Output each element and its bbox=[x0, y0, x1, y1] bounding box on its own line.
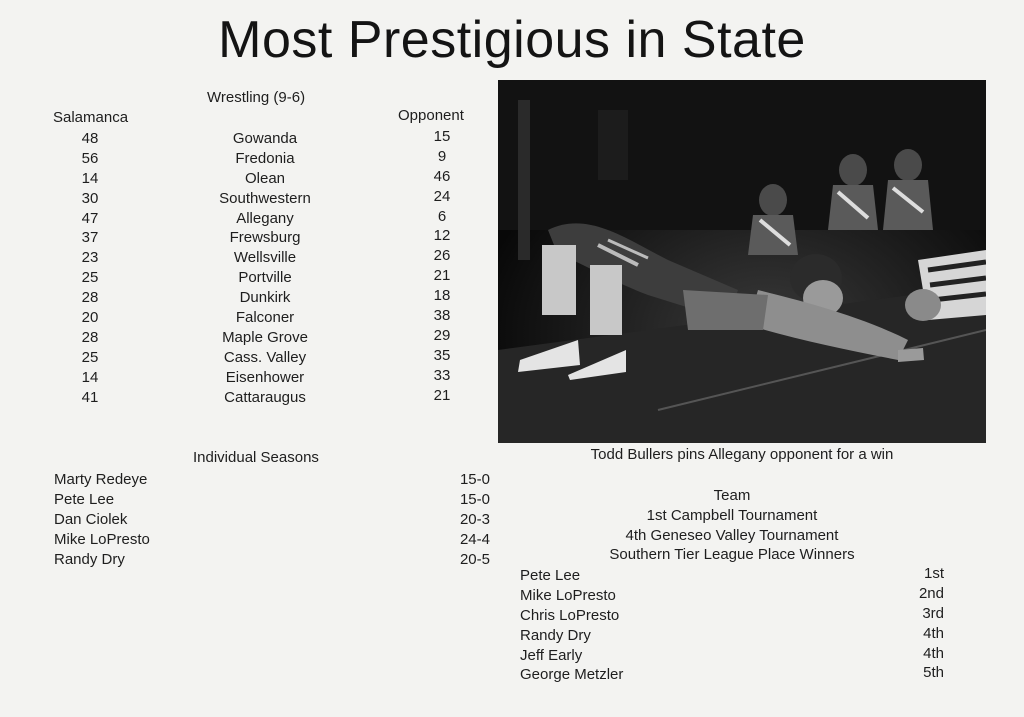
opponent-team: Gowanda bbox=[232, 130, 298, 147]
place-winner-name: Jeff Early bbox=[520, 646, 583, 664]
place-winner-place: 1st bbox=[923, 565, 944, 582]
match-score: 56 bbox=[81, 149, 99, 167]
wrestler-record: 15-0 bbox=[459, 490, 490, 508]
opponent-team: Allegany bbox=[236, 209, 294, 227]
opponent-score: 24 bbox=[433, 187, 451, 205]
wrestler-record: 24-4 bbox=[459, 530, 490, 548]
individual-names-column bbox=[54, 470, 150, 569]
page-title: Most Prestigious in State bbox=[218, 11, 806, 69]
opponent-team: Eisenhower bbox=[225, 368, 305, 386]
place-winner-name: Mike LoPresto bbox=[520, 586, 616, 604]
place-winner-place: 4th bbox=[923, 644, 944, 662]
opponent-score: 21 bbox=[433, 386, 451, 404]
team-result-line: 1st Campbell Tournament bbox=[646, 506, 818, 524]
wrestler-name: Pete Lee bbox=[54, 490, 115, 508]
opponent-team: Wellsville bbox=[233, 249, 297, 267]
opponent-score: 33 bbox=[433, 366, 451, 384]
opponent-team: Olean bbox=[244, 169, 286, 187]
opponent-team: Falconer bbox=[235, 309, 295, 327]
individual-heading: Individual Seasons bbox=[193, 449, 319, 466]
match-score: 14 bbox=[81, 169, 99, 187]
place-winner-name: Randy Dry bbox=[520, 626, 591, 644]
wrestler-record: 15-0 bbox=[459, 471, 490, 488]
opponent-score: 15 bbox=[433, 128, 451, 145]
opponent-team: Dunkirk bbox=[239, 289, 291, 307]
photo-caption: Todd Bullers pins Allegany opponent for a win bbox=[590, 446, 894, 463]
opponent-header: Opponent bbox=[398, 107, 464, 124]
match-score: 37 bbox=[81, 229, 99, 247]
match-score: 28 bbox=[81, 328, 99, 346]
opponent-team: Fredonia bbox=[235, 149, 295, 167]
team-heading: Team bbox=[713, 487, 751, 504]
opponent-team: Southwestern bbox=[219, 189, 311, 207]
place-winner-place: 2nd bbox=[918, 584, 944, 602]
individual-records-column bbox=[430, 470, 490, 569]
opponent-score: 35 bbox=[433, 346, 451, 364]
place-winner-place: 3rd bbox=[922, 604, 944, 622]
place-winner-names bbox=[520, 566, 623, 685]
opponent-score: 6 bbox=[437, 207, 447, 225]
wrestler-record: 20-3 bbox=[459, 510, 490, 528]
opponent-team: Portville bbox=[238, 269, 292, 287]
place-winner-place: 4th bbox=[923, 624, 944, 642]
opponent-score: 29 bbox=[433, 326, 451, 344]
salamanca-scores-column bbox=[60, 129, 120, 407]
wrestler-name: Mike LoPresto bbox=[54, 530, 150, 548]
place-winner-name: George Metzler bbox=[520, 666, 624, 684]
schedule-heading: Wrestling (9-6) bbox=[207, 89, 306, 106]
opponent-team: Frewsburg bbox=[229, 229, 301, 247]
match-score: 28 bbox=[81, 289, 99, 307]
opponent-team: Cass. Valley bbox=[223, 348, 307, 366]
opponent-score: 26 bbox=[433, 247, 451, 265]
match-score: 25 bbox=[81, 348, 99, 366]
wrestler-name: Randy Dry bbox=[54, 550, 125, 568]
wrestling-photo bbox=[498, 80, 986, 443]
opponent-score: 18 bbox=[433, 287, 451, 305]
opponent-score: 21 bbox=[433, 267, 451, 285]
opponent-score: 38 bbox=[433, 307, 451, 325]
wrestler-name: Dan Ciolek bbox=[54, 510, 128, 528]
place-winner-name: Pete Lee bbox=[520, 567, 581, 584]
salamanca-header: Salamanca bbox=[53, 109, 129, 126]
place-winner-place: 5th bbox=[923, 664, 944, 682]
match-score: 14 bbox=[81, 368, 99, 386]
opponent-team: Maple Grove bbox=[222, 328, 308, 346]
wrestler-record: 20-5 bbox=[459, 550, 490, 568]
match-score: 30 bbox=[81, 189, 99, 207]
match-score: 23 bbox=[81, 249, 99, 267]
match-score: 41 bbox=[81, 388, 99, 406]
opponent-scores-column bbox=[412, 127, 472, 405]
match-score: 47 bbox=[81, 209, 99, 227]
place-winners-heading: Southern Tier League Place Winners bbox=[609, 546, 855, 564]
opponent-score: 46 bbox=[433, 167, 451, 185]
place-winner-places bbox=[880, 564, 944, 683]
opponent-teams-column bbox=[190, 129, 340, 407]
place-winner-name: Chris LoPresto bbox=[520, 606, 620, 624]
opponent-team: Cattaraugus bbox=[224, 388, 306, 406]
match-score: 48 bbox=[81, 130, 99, 147]
wrestling-photo-illustration bbox=[498, 80, 986, 443]
team-results bbox=[520, 486, 944, 565]
match-score: 25 bbox=[81, 269, 99, 287]
match-score: 20 bbox=[81, 309, 99, 327]
team-result-line: 4th Geneseo Valley Tournament bbox=[625, 526, 839, 544]
wrestler-name: Marty Redeye bbox=[54, 471, 148, 488]
opponent-score: 9 bbox=[437, 147, 447, 165]
opponent-score: 12 bbox=[433, 227, 451, 245]
